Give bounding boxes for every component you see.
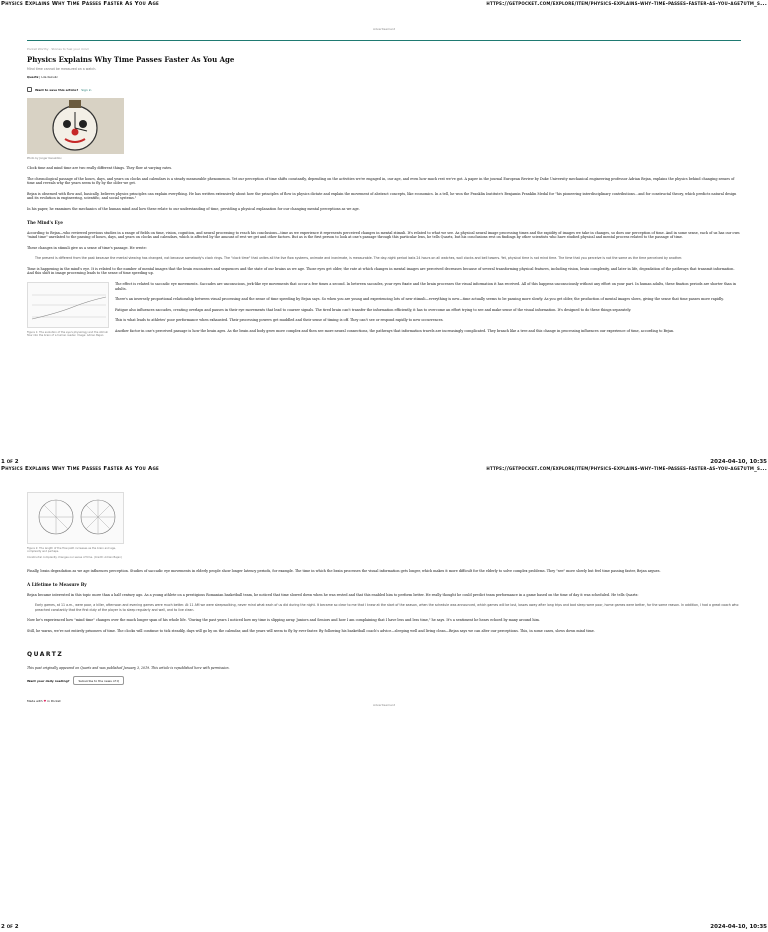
- paragraph: This is what leads to athletes' poor performance when exhausted. Their processing powers get muddled and their sense of timing is off. They can't see or respond rapidly to new occurrences.: [115, 318, 444, 323]
- clown-clock-image: [27, 98, 124, 154]
- article-continued: [27, 492, 741, 703]
- paragraph: Finally, brain degradation as we age influences perception. Studies of saccadic eye movements in elderly people show longer latency periods, for example. The time in which the brain processes the visual information gets longer, which makes it more difficult for the elderly to solve complex problems. They "see" more slowly but feel time passing faster, Bejan argues.: [27, 569, 661, 573]
- section-heading: A Lifetime to Measure By: [27, 581, 87, 587]
- figure-1-diagram: [28, 283, 110, 329]
- figure-2-image: [27, 492, 124, 544]
- paragraph: The effect is related to saccadic eye movements. Saccades are unconscious, jerk-like eye movements that occur a few times a second. In between saccades, your eyes fixate and the brain processes the visual information it has received. All of this happens unconsciously without any effort on your part. In human adults, these fixation periods are shorter than in adults.: [115, 281, 737, 291]
- figure-1: [27, 282, 109, 340]
- paragraph: Bejan is obsessed with flow and, basically, believes physics principles can explain everything. He has written extensively about how the principles of flow in physics dictate and explain the movement of abstract concepts, like economics. In a tell, he won the Franklin Institute's Benjamin Franklin Medal for "his pioneering interdisciplinary contributions…and for constructal theory, which predicts natural design and its evolution in engineering, scientific, and social systems.": [27, 191, 737, 201]
- quartz-logo[interactable]: QUARTZ: [27, 651, 64, 659]
- republished-note: This post originally appeared on Quartz and was published January 3, 2019. This article is republished here with permission.: [27, 666, 230, 671]
- article: [27, 47, 741, 340]
- paragraph: Fatigue also influences saccades, creating overlaps and pauses in their eye movements that lead to coarser signals. The tired brain can't transfer the information efficiently, it has to overcome an effort trying to see and make sense of the visual information. It's designed to do these things separately.: [115, 307, 632, 312]
- figure-1-caption: Figure 1: The evolution of the eye's physiology and the stimuli flow into the brain of a human reader. Image: Adrian Bejan: [27, 330, 108, 337]
- breadcrumb[interactable]: Pocket Worthy · Stories to fuel your mind: [27, 47, 89, 51]
- paragraph: There's an inversely proportional relationship between visual processing and the sense of time speeding by Bejan says. So when you are young and experiencing lots of new stimuli—everything is new—time actually seems to be passing more slowly. As you get older, the production of mental images slows, giving the sense that time passes more rapidly.: [115, 297, 724, 302]
- save-prompt-row: [27, 87, 741, 92]
- blockquote: The present is different from the past because the mental viewing has changed, not because somebody's clock rings. The "clock time" that unites all the live flow systems, animate and inanimate, is measurable. The day-night period lasts 24 hours on all watches, wall clocks and bell towers. Yet, physical time is not mind time. The time that you perceive is not the same as the time perceived by another.: [35, 256, 683, 261]
- paragraph: According to Bejan—who reviewed previous studies in a range of fields on time, vision, cognition, and neural processing to reach his conclusions—time as we experience it represents perceived changes in mental stimuli. It's related to what we see. As physical neural image processing times and the rapidity of images we take in changes, so does our perception of time. And in some sense, each of us has our own "mind time" unrelated to the passing of hours, days, and years on clocks and calendars, which is affected by the amount of rest we get and other factors. But as is the first person to look at one's passage through this particular lens, he tells Quartz, but his conclusions rest on findings by other scientists who have studied physical and mental process related to the passage of time.: [27, 230, 740, 240]
- paragraph: The chronological passage of the hours, days, and years on clocks and calendars is a steady measurable phenomenon. Yet our perception of time shifts constantly, depending on the activities we're engaged in, our age, and even how much rest we've got. A paper in the journal European Review by Duke University mechanical engineering professor Adrian Bejan, explains the physics behind changing senses of time and reveals why the years seem to fly by the older we get.: [27, 176, 735, 186]
- byline-source[interactable]: Quartz: [27, 75, 39, 79]
- ad-label: Advertisement: [372, 703, 396, 707]
- print-header-title: Physics Explains Why Time Passes Faster As You Age: [1, 1, 159, 7]
- paragraph: Still, he warns, we're not entirely prisoners of time. The clocks will continue to tick steadily, days will go by on the calendar, and the years will seem to fly by ever faster. By following his basketball coach's advice—sleeping well and living clean—Bejan says we can alter our perceptions. This, in some cases, slows down mind time.: [27, 628, 595, 633]
- ad-label: Advertisement: [372, 27, 396, 31]
- heart-icon: ♥: [43, 699, 47, 704]
- accent-rule: [27, 40, 741, 41]
- blockquote: Early games, at 11 a.m., were poor, a killer, afternoon and evening games were much better. At 11 AM we were sleepwalking, never mind what each of us did during the night. It became so clear to me that I knew at the start of the season, when the schedule was announced, which games will be lost, losses away after long trips and bad sleep were poor, home games were better, for the same reason. In addition, I had a great coach who preached constantly that the first duty of the player is to sleep regularly and well, and to live clean.: [35, 603, 739, 612]
- recommendation-row: [27, 676, 741, 685]
- subtitle: Mind time cannot be measured on a watch.: [27, 67, 97, 71]
- subscribe-button[interactable]: Subscribe to the news of Q: [73, 676, 123, 685]
- recommendation-label: Want your daily reading?: [27, 678, 70, 683]
- figure-row: [27, 282, 741, 340]
- page-number: 1 of 2: [1, 459, 19, 465]
- save-prompt: Want to save this article?: [35, 87, 79, 92]
- figure-1-image: [27, 282, 109, 328]
- figure-2: [27, 492, 124, 553]
- page-title: Physics Explains Why Time Passes Faster As You Age: [27, 55, 235, 64]
- print-timestamp: 2024-04-10, 10:35: [710, 459, 767, 465]
- figure-2-caption: Figure 2: The length of the flow path increases as the brain and age, complexity and perhaps.: [27, 547, 116, 553]
- section-heading: The Mind's Eye: [27, 219, 63, 225]
- paragraph: In his paper, he examines the mechanics of the human mind and how these relate to our understanding of time, providing a physical explanation for our changing mental perceptions as we age.: [27, 206, 360, 211]
- print-footer: [0, 924, 768, 932]
- paragraph: Now he's experienced how "mind time" changes over the much longer span of his whole life. "During the past years I noticed how my time is slipping away. Juniors and Seniors and how I am complaining that I have less and less time," he says. It's a sentiment he hears echoed by many around him.: [27, 618, 540, 622]
- paragraph: These changes in stimuli give us a sense of time's passage. He wrote:: [27, 245, 147, 250]
- byline-author[interactable]: Lila Kukulic: [41, 75, 59, 79]
- figure-1-text: [115, 282, 741, 340]
- print-timestamp: 2024-04-10, 10:35: [710, 924, 767, 930]
- sign-in-link[interactable]: Sign in: [81, 87, 92, 92]
- print-header-url: https://getpocket.com/explore/item/physics-explains-why-time-passes-faster-as-you-age?utm_s...: [486, 466, 767, 472]
- hero-image: [27, 98, 124, 154]
- print-header: [0, 466, 768, 474]
- print-header: [0, 1, 768, 9]
- figure-2-credit: Constructal complexity changes our sense of time. (Credit: Adrian Bejan): [27, 556, 122, 559]
- byline: Quartz | Lila Kukulic: [27, 75, 59, 79]
- lock-icon: [27, 87, 32, 92]
- print-header-url: https://getpocket.com/explore/item/physics-explains-why-time-passes-faster-as-you-age?utm_s...: [486, 1, 767, 7]
- print-header-title: Physics Explains Why Time Passes Faster As You Age: [1, 466, 159, 472]
- figure-2-diagram: [28, 493, 125, 545]
- page-number: 2 of 2: [1, 924, 19, 930]
- hero-caption: Photo by Jonger Kanazdlov: [27, 157, 62, 160]
- paragraph: Clock time and mind time are two really different things. They flow at varying rates.: [27, 166, 173, 170]
- paragraph: Bejan became interested in this topic more than a half century ago. As a young athlete on a prestigious Romanian basketball team, he noticed that time slowed down when he was rested and that this enabled him to perform better. He really thought he could predict team performance in a game based on the time of day it was scheduled. He tells Quartz:: [27, 592, 639, 597]
- paragraph: Another factor in one's perceived passage is how the brain ages. As the brain and body grow more complex and then see more neural connections, the pathways that information travels are increasingly complicated. They branch like a tree and this change in processing influences our experience of time, according to Bejan.: [115, 328, 675, 333]
- paragraph: Time is happening in the mind's eye. It is related to the number of mental images that the brain encounters and sequences and the state of our brains as we age. Those eyes get older, the rate at which changes in mental images are perceived decreases because of several transforming physical features, including vision, brain complexity, and later in life, degradation of the pathways that transmit information. And this shift in image processing leads to the sense of time speeding up.: [27, 266, 735, 276]
- made-with: Made with ♥ in Pocket: [27, 699, 61, 704]
